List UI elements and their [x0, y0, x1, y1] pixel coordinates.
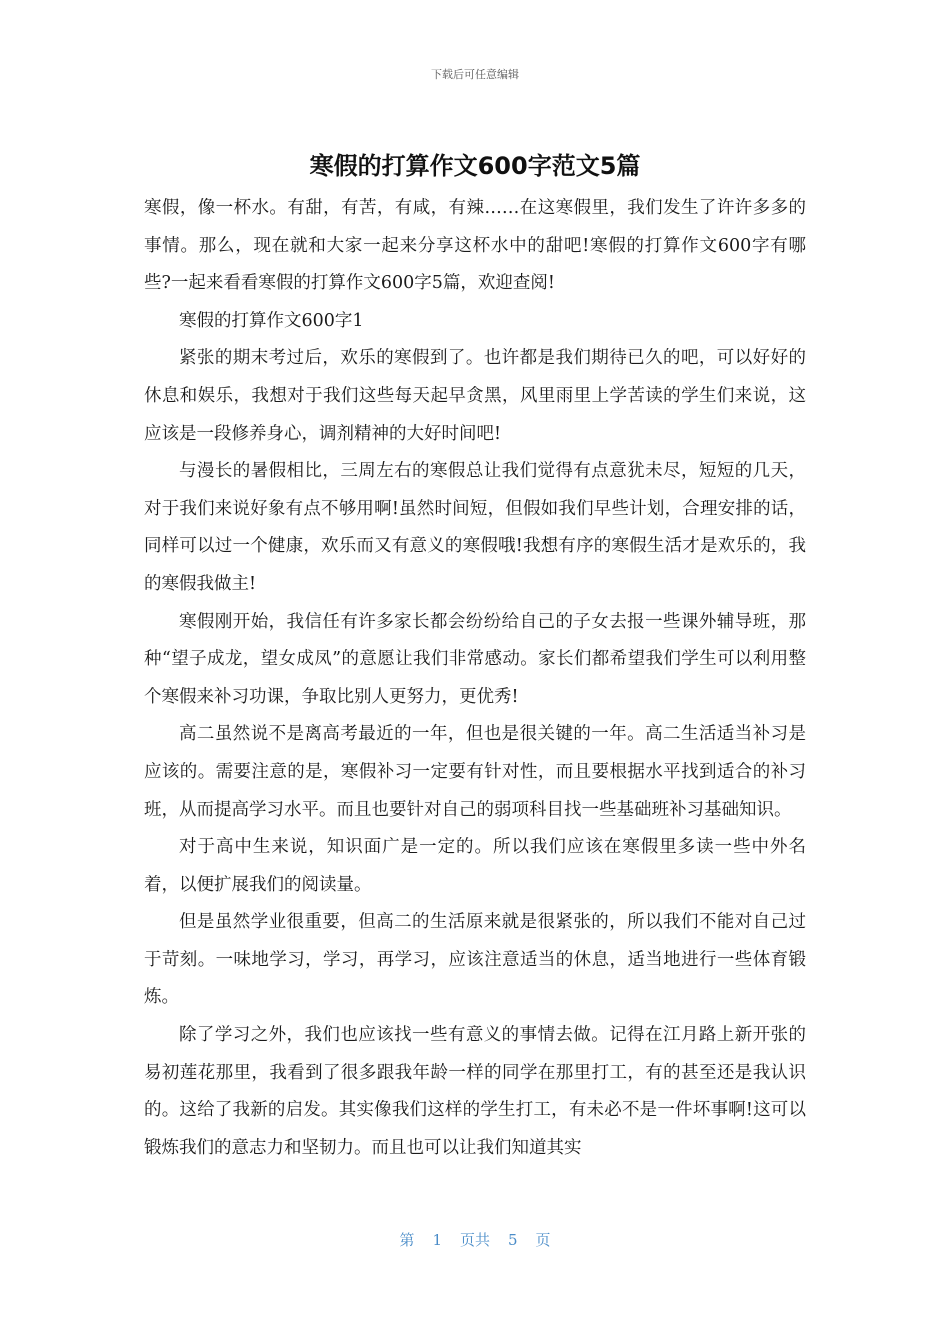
document-title: 寒假的打算作文600字范文5篇	[309, 152, 641, 180]
intro-paragraph: 寒假，像一杯水。有甜，有苦，有咸，有辣……在这寒假里，我们发生了许许多多的事情。那么，现在就和大家一起来分享这杯水中的甜吧!寒假的打算作文600字有哪些?一起来看看寒假的打算作文600字5篇，欢迎查阅!	[144, 198, 806, 294]
footer-suffix: 页	[535, 1231, 551, 1249]
body-paragraph: 对于高中生来说，知识面广是一定的。所以我们应该在寒假里多读一些中外名着，以便扩展我们的阅读量。	[144, 837, 806, 895]
footer-total-pages: 5	[508, 1231, 518, 1249]
footer-page-number: 1	[432, 1231, 442, 1249]
body-paragraph: 但是虽然学业很重要，但高二的生活原来就是很紧张的，所以我们不能对自己过于苛刻。一味地学习，学习，再学习，应该注意适当的休息，适当地进行一些体育锻炼。	[144, 912, 806, 1008]
footer-middle: 页共	[459, 1231, 490, 1249]
body-paragraph: 除了学习之外，我们也应该找一些有意义的事情去做。记得在江月路上新开张的易初莲花那里，我看到了很多跟我年龄一样的同学在那里打工，有的甚至还是我认识的。这给了我新的启发。其实像我们这样的学生打工，有未必不是一件坏事啊!这可以锻炼我们的意志力和坚韧力。而且也可以让我们知道其实	[144, 1025, 806, 1158]
body-paragraph: 寒假刚开始，我信任有许多家长都会纷纷给自己的子女去报一些课外辅导班，那种“望子成龙，望女成凤”的意愿让我们非常感动。家长们都希望我们学生可以利用整个寒假来补习功课，争取比别人更努力，更优秀!	[144, 611, 806, 707]
section-heading: 寒假的打算作文600字1	[179, 310, 364, 331]
footer-prefix: 第	[399, 1231, 415, 1249]
body-paragraph: 与漫长的暑假相比，三周左右的寒假总让我们觉得有点意犹未尽，短短的几天，对于我们来说好象有点不够用啊!虽然时间短，但假如我们早些计划，合理安排的话，同样可以过一个健康，欢乐而又有意义的寒假哦!我想有序的寒假生活才是欢乐的，我的寒假我做主!	[144, 461, 806, 594]
document-body	[144, 190, 806, 1167]
page-footer	[0, 1229, 950, 1250]
header-note: 下载后可任意编辑	[431, 68, 519, 81]
body-paragraph: 高二虽然说不是离高考最近的一年，但也是很关键的一年。高二生活适当补习是应该的。需要注意的是，寒假补习一定要有针对性，而且要根据水平找到适合的补习班，从而提高学习水平。而且也要针对自己的弱项科目找一些基础班补习基础知识。	[144, 724, 806, 820]
body-paragraph: 紧张的期末考过后，欢乐的寒假到了。也许都是我们期待已久的吧，可以好好的休息和娱乐，我想对于我们这些每天起早贪黑，风里雨里上学苦读的学生们来说，这应该是一段修养身心，调剂精神的大好时间吧!	[144, 348, 806, 444]
